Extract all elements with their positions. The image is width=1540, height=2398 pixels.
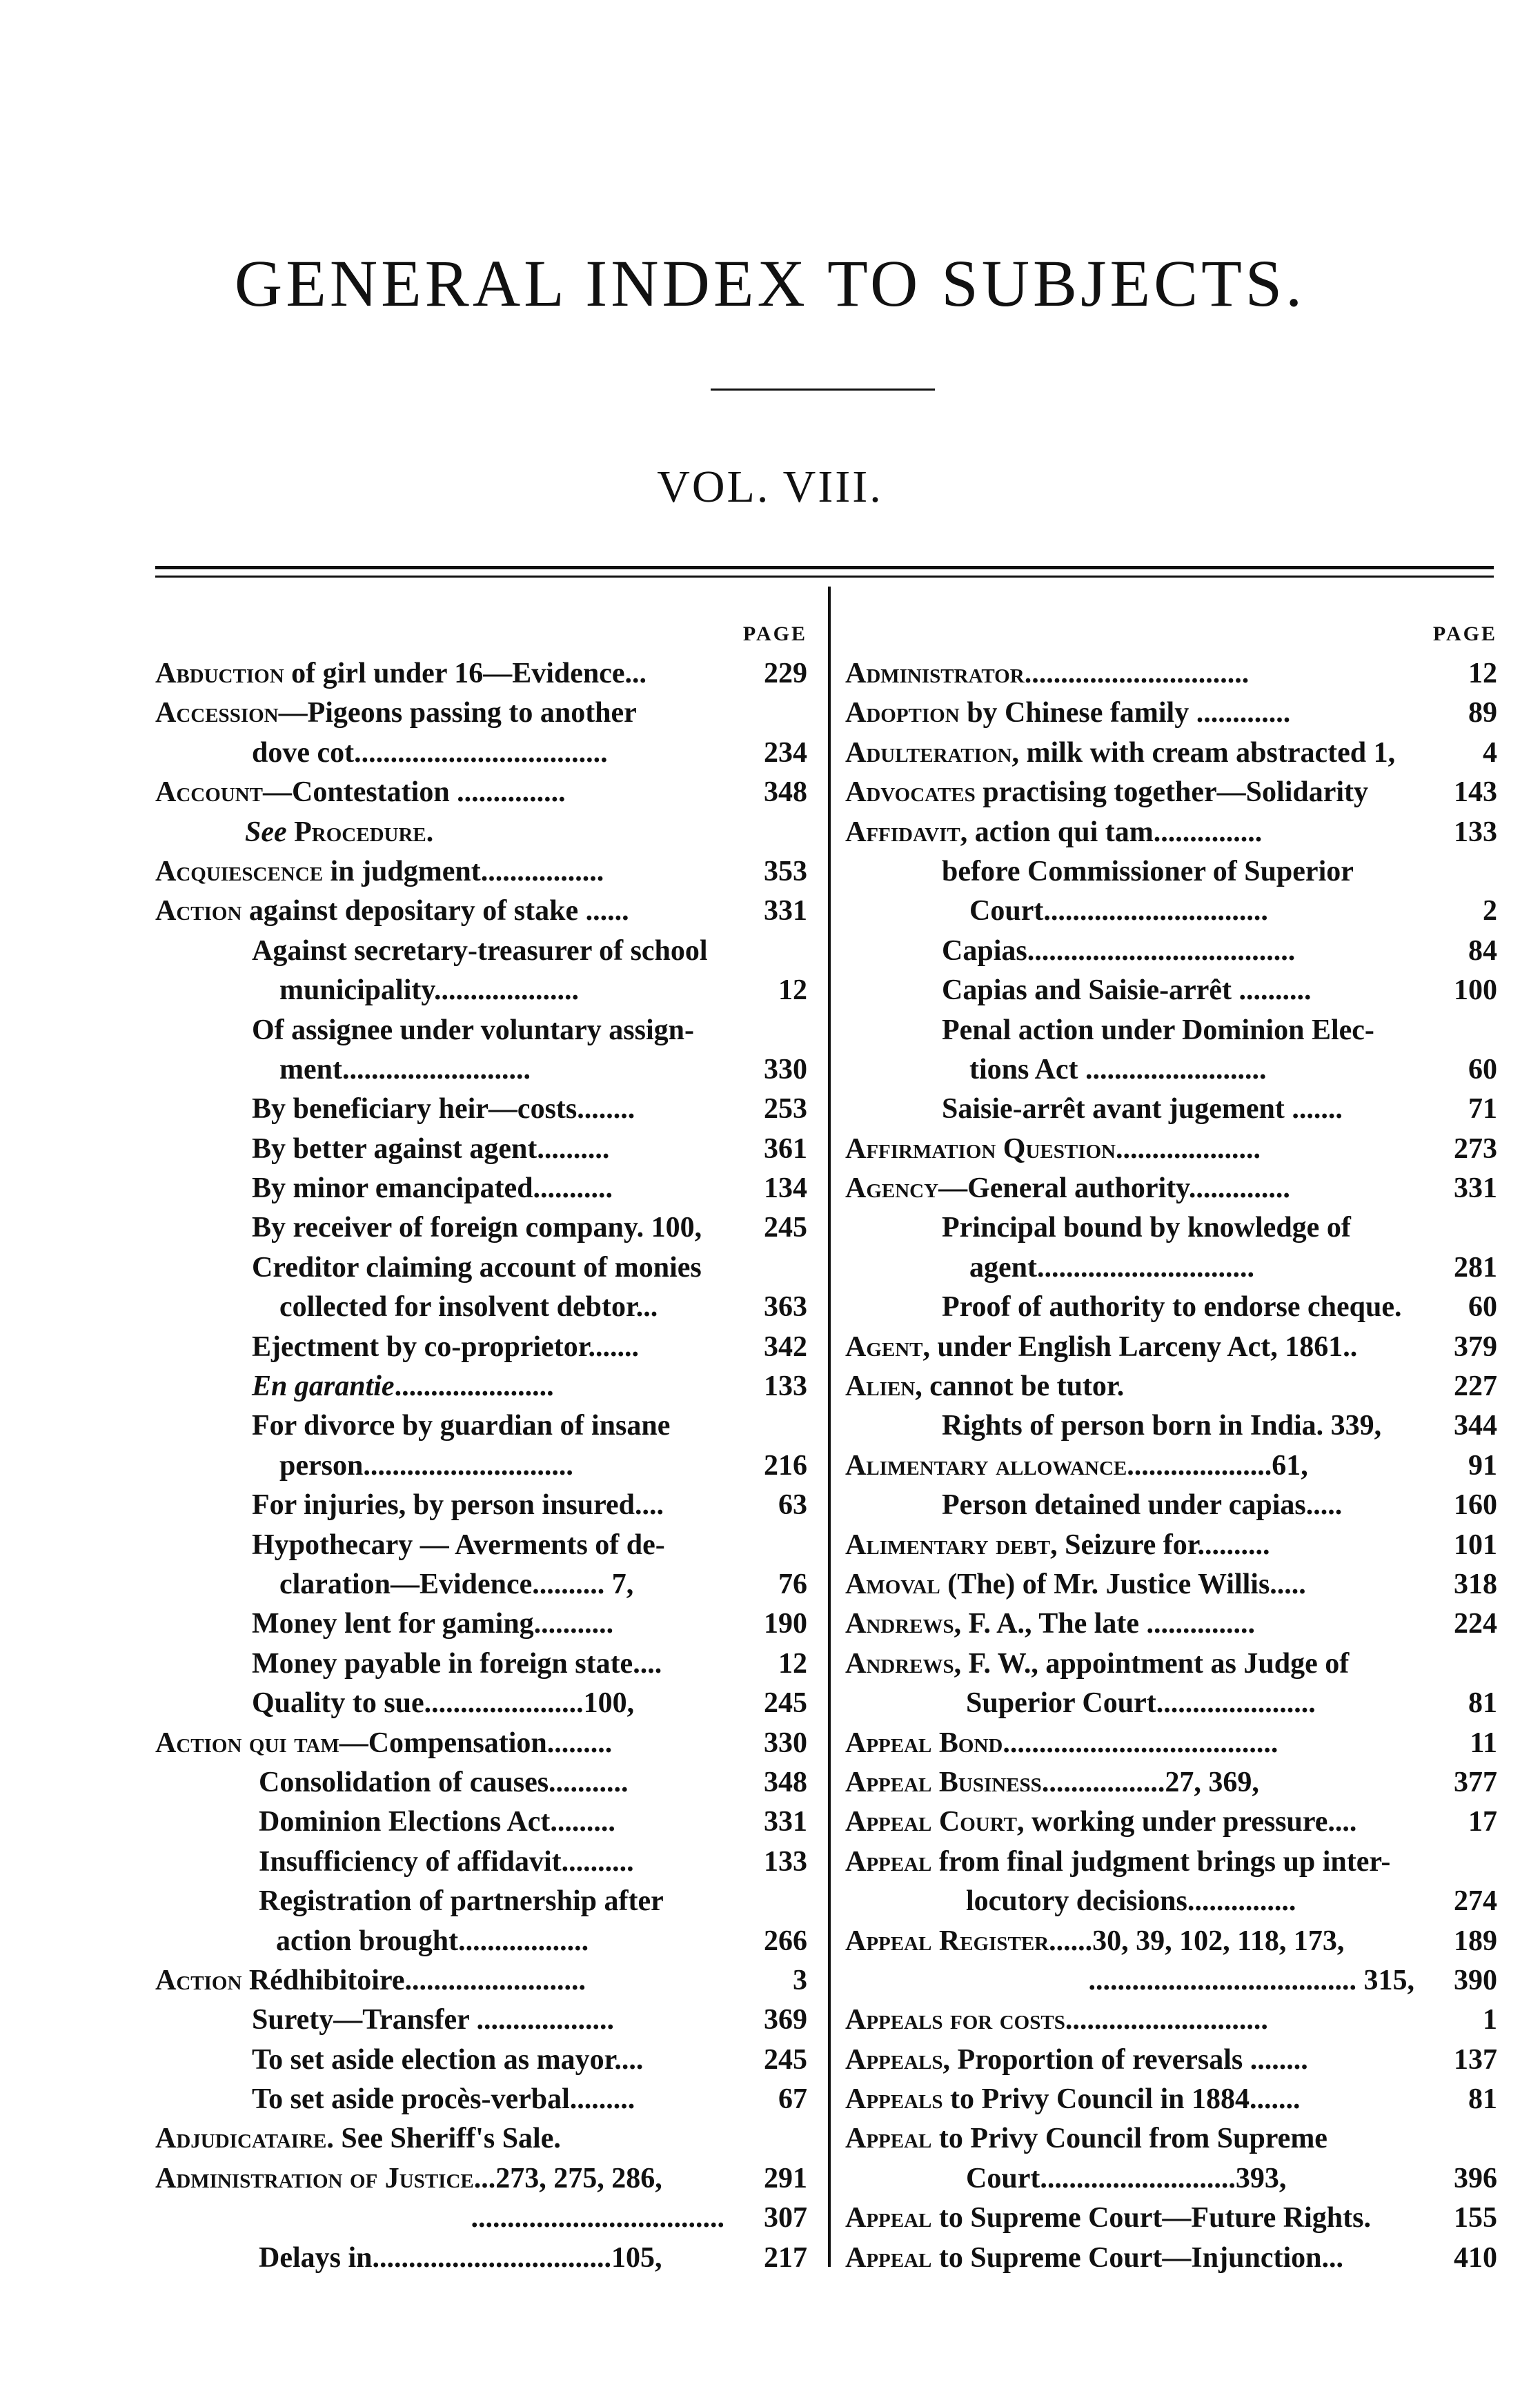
entry-heading: Appeal Bond xyxy=(845,1727,1003,1759)
entry-page-number: 81 xyxy=(1463,2080,1497,2119)
entry-text: to Supreme Court—Injunction... xyxy=(931,2241,1343,2274)
entry-page-number: 331 xyxy=(1448,1169,1497,1208)
entry-text: Superior Court...................... xyxy=(966,1687,1316,1720)
entry-heading: Action xyxy=(155,1964,242,1996)
index-entry xyxy=(845,1130,1497,1169)
entry-page-number: 89 xyxy=(1463,694,1497,733)
entry-heading: Appeal xyxy=(845,2123,932,2155)
entry-text: ment.......................... xyxy=(279,1053,531,1085)
index-entry xyxy=(155,1684,807,1723)
entry-text: tions Act ......................... xyxy=(969,1053,1267,1085)
left-index-column xyxy=(155,614,807,2278)
index-entry xyxy=(155,1446,807,1486)
entry-text: to Privy Council in 1884....... xyxy=(942,2083,1301,2116)
right-entries xyxy=(845,654,1497,2278)
index-entry xyxy=(155,1604,807,1644)
see-label: See xyxy=(245,816,295,848)
page-column-header: PAGE xyxy=(1432,622,1497,645)
entry-text: By minor emancipated........... xyxy=(252,1172,613,1205)
entry-text: ......30, 39, 102, 118, 173, xyxy=(1049,1925,1345,1957)
index-entry xyxy=(155,1050,807,1090)
entry-page-number: 12 xyxy=(773,971,807,1010)
entry-text: .................27, 369, xyxy=(1041,1766,1259,1798)
index-entry xyxy=(155,1802,807,1842)
entry-page-number: 4 xyxy=(1477,734,1497,773)
entry-text: Saisie-arrêt avant jugement ....... xyxy=(942,1093,1343,1126)
entry-text: of girl under 16—Evidence... xyxy=(284,658,647,689)
index-entry xyxy=(845,1288,1497,1327)
entry-page-number: 361 xyxy=(758,1130,807,1169)
entry-page-number: 330 xyxy=(758,1050,807,1090)
entry-heading: Adoption xyxy=(845,697,960,729)
entry-text: —General authority.............. xyxy=(938,1172,1290,1205)
index-entry xyxy=(845,892,1497,931)
index-entry xyxy=(845,2041,1497,2080)
entry-heading: Administration of Justice xyxy=(155,2162,474,2194)
entry-heading: Appeals for costs xyxy=(845,2004,1065,2036)
index-entry xyxy=(155,2239,807,2278)
entry-text: Consolidation of causes........... xyxy=(259,1766,629,1798)
entry-text: , Proportion of reversals ........ xyxy=(942,2043,1308,2076)
left-entries xyxy=(155,654,807,2278)
entry-text: To set aside procès-verbal......... xyxy=(252,2083,635,2116)
right-index-column xyxy=(845,614,1497,2278)
entry-text: , cannot be tutor. xyxy=(915,1370,1125,1403)
entry-text: Registration of partnership after xyxy=(259,1885,664,1918)
index-entry xyxy=(845,2001,1497,2040)
index-entry xyxy=(155,773,807,812)
index-entry xyxy=(845,1882,1497,1921)
entry-heading: Advocates xyxy=(845,776,976,809)
see-target: Procedure. xyxy=(294,816,434,848)
column-divider xyxy=(828,587,831,2267)
entry-text: ....................61, xyxy=(1127,1449,1308,1482)
entry-text: Creditor claiming account of monies xyxy=(252,1251,702,1284)
title-divider xyxy=(711,389,935,391)
index-entry xyxy=(155,1288,807,1327)
entry-heading: Action qui tam xyxy=(155,1727,339,1759)
entry-heading: Andrews xyxy=(845,1647,954,1680)
entry-text xyxy=(245,816,433,848)
entry-text: Capias and Saisie-arrêt .......... xyxy=(942,974,1312,1007)
entry-text: , action qui tam............... xyxy=(960,816,1263,848)
entry-heading: Alien xyxy=(845,1370,916,1403)
index-entry xyxy=(845,971,1497,1010)
entry-text: locutory decisions............... xyxy=(966,1885,1296,1918)
index-entry xyxy=(845,852,1497,892)
entry-page-number: 344 xyxy=(1448,1406,1497,1446)
index-entry xyxy=(155,1961,807,2001)
entry-text: dove cot................................... xyxy=(252,736,608,769)
entry-page-number: 84 xyxy=(1463,932,1497,971)
index-entry xyxy=(155,1248,807,1288)
index-entry xyxy=(845,773,1497,812)
entry-page-number: 67 xyxy=(773,2080,807,2119)
index-entry xyxy=(155,1130,807,1169)
entry-page-number: 331 xyxy=(758,892,807,931)
entry-heading: Acquiescence xyxy=(155,855,324,887)
entry-text: —Compensation......... xyxy=(339,1727,613,1759)
index-entry xyxy=(155,1565,807,1604)
index-entry xyxy=(845,2119,1497,2159)
index-entry xyxy=(155,892,807,931)
index-entry xyxy=(845,813,1497,852)
entry-page-number: 234 xyxy=(758,734,807,773)
entry-text: from final judgment brings up inter- xyxy=(931,1845,1391,1878)
entry-page-number: 410 xyxy=(1448,2239,1497,2278)
entry-text: practising together—Solidarity xyxy=(975,776,1369,809)
entry-text: , working under pressure.... xyxy=(1017,1806,1357,1838)
entry-page-number: 101 xyxy=(1448,1526,1497,1565)
index-entry xyxy=(845,1367,1497,1406)
entry-text: For divorce by guardian of insane xyxy=(252,1410,671,1442)
entry-page-number: 189 xyxy=(1448,1922,1497,1961)
index-entry xyxy=(845,1050,1497,1090)
page-title: GENERAL INDEX TO SUBJECTS. xyxy=(234,246,1306,320)
entry-text: in judgment................. xyxy=(323,855,604,887)
entry-text: —Pigeons passing to another xyxy=(278,697,637,729)
entry-page-number: 281 xyxy=(1448,1248,1497,1288)
entry-page-number: 245 xyxy=(758,1684,807,1723)
entry-page-number: 266 xyxy=(758,1922,807,1961)
entry-page-number: 91 xyxy=(1463,1446,1497,1486)
entry-heading: Agent xyxy=(845,1330,923,1363)
index-entry xyxy=(155,1724,807,1763)
entry-text: Hypothecary — Averments of de- xyxy=(252,1529,665,1561)
entry-text: ..................................... 315, xyxy=(1088,1964,1414,1996)
entry-heading: Appeal Business xyxy=(845,1766,1042,1798)
index-entry xyxy=(155,1328,807,1367)
index-entry xyxy=(155,1169,807,1208)
entry-text: to Privy Council from Supreme xyxy=(931,2123,1327,2155)
index-entry xyxy=(845,1724,1497,1763)
entry-text: , milk with cream abstracted 1, xyxy=(1011,736,1396,769)
entry-page-number: 137 xyxy=(1448,2041,1497,2080)
index-entry xyxy=(155,971,807,1010)
entry-page-number: 307 xyxy=(758,2199,807,2238)
entry-page-number: 274 xyxy=(1448,1882,1497,1921)
entry-page-number: 63 xyxy=(773,1486,807,1525)
entry-text: Dominion Elections Act......... xyxy=(259,1806,615,1838)
index-entry xyxy=(845,1406,1497,1446)
entry-text: Surety—Transfer ................... xyxy=(252,2004,614,2036)
entry-text: Delays in.................................105, xyxy=(259,2241,662,2274)
entry-page-number: 291 xyxy=(758,2159,807,2199)
entry-text: Court............................... xyxy=(969,895,1268,927)
index-entry xyxy=(155,1486,807,1525)
entry-text: Court...........................393, xyxy=(966,2162,1287,2194)
index-entry xyxy=(845,1526,1497,1565)
entry-text: , under English Larceny Act, 1861.. xyxy=(922,1330,1358,1363)
entry-text: ...................................... xyxy=(1003,1727,1279,1759)
entry-page-number: 273 xyxy=(1448,1130,1497,1169)
entry-text: Insufficiency of affidavit.......... xyxy=(259,1845,634,1878)
index-entry xyxy=(155,852,807,892)
index-entry xyxy=(155,1090,807,1129)
index-entry xyxy=(845,734,1497,773)
entry-heading: Appeal Register xyxy=(845,1925,1049,1957)
entry-heading: Appeal xyxy=(845,2202,932,2234)
volume-label: VOL. VIII. xyxy=(657,462,883,512)
entry-page-number: 396 xyxy=(1448,2159,1497,2199)
entry-page-number: 190 xyxy=(758,1604,807,1644)
index-entry xyxy=(155,2001,807,2040)
index-entry xyxy=(845,1565,1497,1604)
index-entry xyxy=(155,1406,807,1446)
entry-heading: Accession xyxy=(155,697,279,729)
entry-text: By receiver of foreign company. 100, xyxy=(252,1212,702,1244)
entry-heading: Alimentary allowance xyxy=(845,1449,1127,1482)
entry-page-number: 245 xyxy=(758,1208,807,1248)
entry-text: ............................... xyxy=(1024,658,1250,689)
index-entry xyxy=(155,1011,807,1050)
entry-heading: Appeals xyxy=(845,2083,943,2116)
entry-page-number: 318 xyxy=(1448,1565,1497,1604)
entry-text: ................................... xyxy=(471,2202,724,2234)
entry-text: By better against agent.......... xyxy=(252,1132,610,1165)
entry-leader: ...................... xyxy=(394,1370,554,1403)
entry-page-number: 3 xyxy=(787,1961,807,2001)
entry-heading: Affidavit xyxy=(845,816,960,848)
entry-text: collected for insolvent debtor... xyxy=(279,1291,658,1324)
entry-page-number: 143 xyxy=(1448,773,1497,812)
entry-heading: Amoval xyxy=(845,1568,940,1600)
entry-text: Money lent for gaming........... xyxy=(252,1608,614,1640)
entry-page-number: 133 xyxy=(758,1842,807,1882)
entry-heading: Account xyxy=(155,776,264,809)
index-entry xyxy=(155,1842,807,1882)
index-entry xyxy=(845,654,1497,694)
entry-page-number: 224 xyxy=(1448,1604,1497,1644)
entry-text: before Commissioner of Superior xyxy=(942,855,1354,887)
entry-text: Rights of person born in India. 339, xyxy=(942,1410,1382,1442)
index-entry xyxy=(155,1763,807,1802)
entry-text: by Chinese family ............. xyxy=(959,697,1291,729)
entry-page-number: 379 xyxy=(1448,1328,1497,1367)
index-entry xyxy=(845,1011,1497,1050)
index-entry xyxy=(845,1248,1497,1288)
index-entry xyxy=(155,654,807,694)
index-entry xyxy=(845,1644,1497,1684)
index-entry xyxy=(155,2119,807,2159)
index-entry xyxy=(845,1446,1497,1486)
entry-text: , F. W., appointment as Judge of xyxy=(954,1647,1350,1680)
entry-page-number: 17 xyxy=(1463,1802,1497,1842)
entry-text: Quality to sue......................100, xyxy=(252,1687,635,1720)
entry-text: Rédhibitoire......................... xyxy=(241,1964,586,1996)
entry-text: For injuries, by person insured.... xyxy=(252,1489,664,1522)
entry-page-number: 245 xyxy=(758,2041,807,2080)
entry-text: municipality.................... xyxy=(279,974,580,1007)
entry-page-number: 229 xyxy=(758,654,807,694)
entry-text: Ejectment by co-proprietor....... xyxy=(252,1330,640,1363)
index-entry xyxy=(845,1684,1497,1723)
entry-page-number: 160 xyxy=(1448,1486,1497,1525)
entry-text: Person detained under capias..... xyxy=(942,1489,1343,1522)
entry-page-number: 134 xyxy=(758,1169,807,1208)
entry-text: .................... xyxy=(1116,1132,1261,1165)
index-entry xyxy=(845,1328,1497,1367)
index-entry xyxy=(155,1208,807,1248)
entry-heading: Affirmation Question xyxy=(845,1132,1116,1165)
entry-page-number: 133 xyxy=(1448,813,1497,852)
entry-text: action brought.................. xyxy=(276,1925,589,1957)
entry-text: against depositary of stake ...... xyxy=(241,895,629,927)
entry-page-number: 81 xyxy=(1463,1684,1497,1723)
index-entry xyxy=(845,1802,1497,1842)
entry-text: To set aside election as mayor.... xyxy=(252,2043,644,2076)
entry-heading: Abduction xyxy=(155,658,284,689)
entry-page-number: 60 xyxy=(1463,1288,1497,1327)
entry-text: Proof of authority to endorse cheque. xyxy=(942,1291,1402,1324)
index-entry xyxy=(845,1208,1497,1248)
index-entry xyxy=(845,1169,1497,1208)
entry-page-number: 253 xyxy=(758,1090,807,1129)
index-entry xyxy=(845,932,1497,971)
index-entry xyxy=(155,1882,807,1921)
entry-text: See Sheriff's Sale. xyxy=(333,2123,561,2155)
entry-heading: Alimentary debt xyxy=(845,1529,1051,1561)
index-entry xyxy=(155,813,807,852)
index-entry xyxy=(845,1486,1497,1525)
page-column-header: PAGE xyxy=(742,622,807,645)
entry-text: Of assignee under voluntary assign- xyxy=(252,1014,694,1046)
entry-text: , F. A., The late ............... xyxy=(954,1608,1256,1640)
entry-heading: Appeal Court xyxy=(845,1806,1017,1838)
entry-heading: Andrews xyxy=(845,1608,954,1640)
entry-text: agent.............................. xyxy=(969,1251,1254,1284)
entry-text: to Supreme Court—Future Rights. xyxy=(931,2202,1371,2234)
index-entry xyxy=(845,2199,1497,2238)
index-entry xyxy=(155,932,807,971)
entry-page-number: 12 xyxy=(1463,654,1497,694)
entry-text: Principal bound by knowledge of xyxy=(942,1212,1351,1244)
index-entry xyxy=(845,1961,1497,2001)
index-entry xyxy=(155,2041,807,2080)
entry-page-number: 76 xyxy=(773,1565,807,1604)
entry-page-number: 216 xyxy=(758,1446,807,1486)
entry-page-number: 155 xyxy=(1448,2199,1497,2238)
entry-page-number: 363 xyxy=(758,1288,807,1327)
entry-text: Capias..................................... xyxy=(942,934,1296,967)
entry-text: , Seizure for.......... xyxy=(1050,1529,1270,1561)
entry-text: person............................. xyxy=(279,1449,573,1482)
entry-page-number: 100 xyxy=(1448,971,1497,1010)
index-entry xyxy=(155,694,807,733)
entry-text: ............................ xyxy=(1065,2004,1268,2036)
entry-page-number: 331 xyxy=(758,1802,807,1842)
index-entry xyxy=(155,734,807,773)
index-entry xyxy=(155,1367,807,1406)
entry-page-number: 369 xyxy=(758,2001,807,2040)
entry-heading: Appeal xyxy=(845,2241,932,2274)
entry-page-number: 342 xyxy=(758,1328,807,1367)
entry-page-number: 1 xyxy=(1477,2001,1497,2040)
entry-text: En garantie xyxy=(252,1370,395,1403)
entry-page-number: 2 xyxy=(1477,892,1497,931)
index-entry xyxy=(155,2199,807,2238)
index-entry xyxy=(845,2239,1497,2278)
entry-page-number: 71 xyxy=(1463,1090,1497,1129)
entry-page-number: 348 xyxy=(758,773,807,812)
header-rule-thick xyxy=(155,566,1494,569)
entry-text: —Contestation ............... xyxy=(263,776,566,809)
entry-page-number: 348 xyxy=(758,1763,807,1802)
entry-text: claration—Evidence.......... 7, xyxy=(279,1568,634,1600)
entry-page-number: 390 xyxy=(1448,1961,1497,2001)
entry-text: Money payable in foreign state.... xyxy=(252,1647,662,1680)
index-entry xyxy=(845,694,1497,733)
entry-page-number: 12 xyxy=(773,1644,807,1684)
index-entry xyxy=(845,2159,1497,2199)
entry-heading: Administrator xyxy=(845,658,1025,689)
index-entry xyxy=(845,1604,1497,1644)
entry-text: Against secretary-treasurer of school xyxy=(252,934,708,967)
entry-text: Penal action under Dominion Elec- xyxy=(942,1014,1374,1046)
entry-heading: Appeals xyxy=(845,2043,943,2076)
entry-page-number: 11 xyxy=(1464,1724,1497,1763)
index-entry xyxy=(155,2080,807,2119)
entry-heading: Action xyxy=(155,895,242,927)
entry-page-number: 353 xyxy=(758,852,807,892)
entry-page-number: 217 xyxy=(758,2239,807,2278)
index-entry xyxy=(845,1922,1497,1961)
entry-text: By beneficiary heir—costs........ xyxy=(252,1093,635,1126)
index-entry xyxy=(155,2159,807,2199)
entry-page-number: 330 xyxy=(758,1724,807,1763)
entry-page-number: 377 xyxy=(1448,1763,1497,1802)
entry-text: ...273, 275, 286, xyxy=(473,2162,662,2194)
entry-text: (The) of Mr. Justice Willis..... xyxy=(940,1568,1306,1600)
entry-page-number: 60 xyxy=(1463,1050,1497,1090)
index-entry xyxy=(155,1644,807,1684)
index-entry xyxy=(845,1090,1497,1129)
entry-heading: Adulteration xyxy=(845,736,1012,769)
entry-heading: Adjudicataire. xyxy=(155,2123,334,2155)
index-entry xyxy=(155,1922,807,1961)
entry-page-number: 133 xyxy=(758,1367,807,1406)
index-entry xyxy=(845,1842,1497,1882)
header-rule-thin xyxy=(155,576,1494,578)
index-entry xyxy=(155,1526,807,1565)
entry-heading: Appeal xyxy=(845,1845,932,1878)
entry-page-number: 227 xyxy=(1448,1367,1497,1406)
index-entry xyxy=(845,2080,1497,2119)
index-entry xyxy=(845,1763,1497,1802)
entry-heading: Agency xyxy=(845,1172,939,1205)
